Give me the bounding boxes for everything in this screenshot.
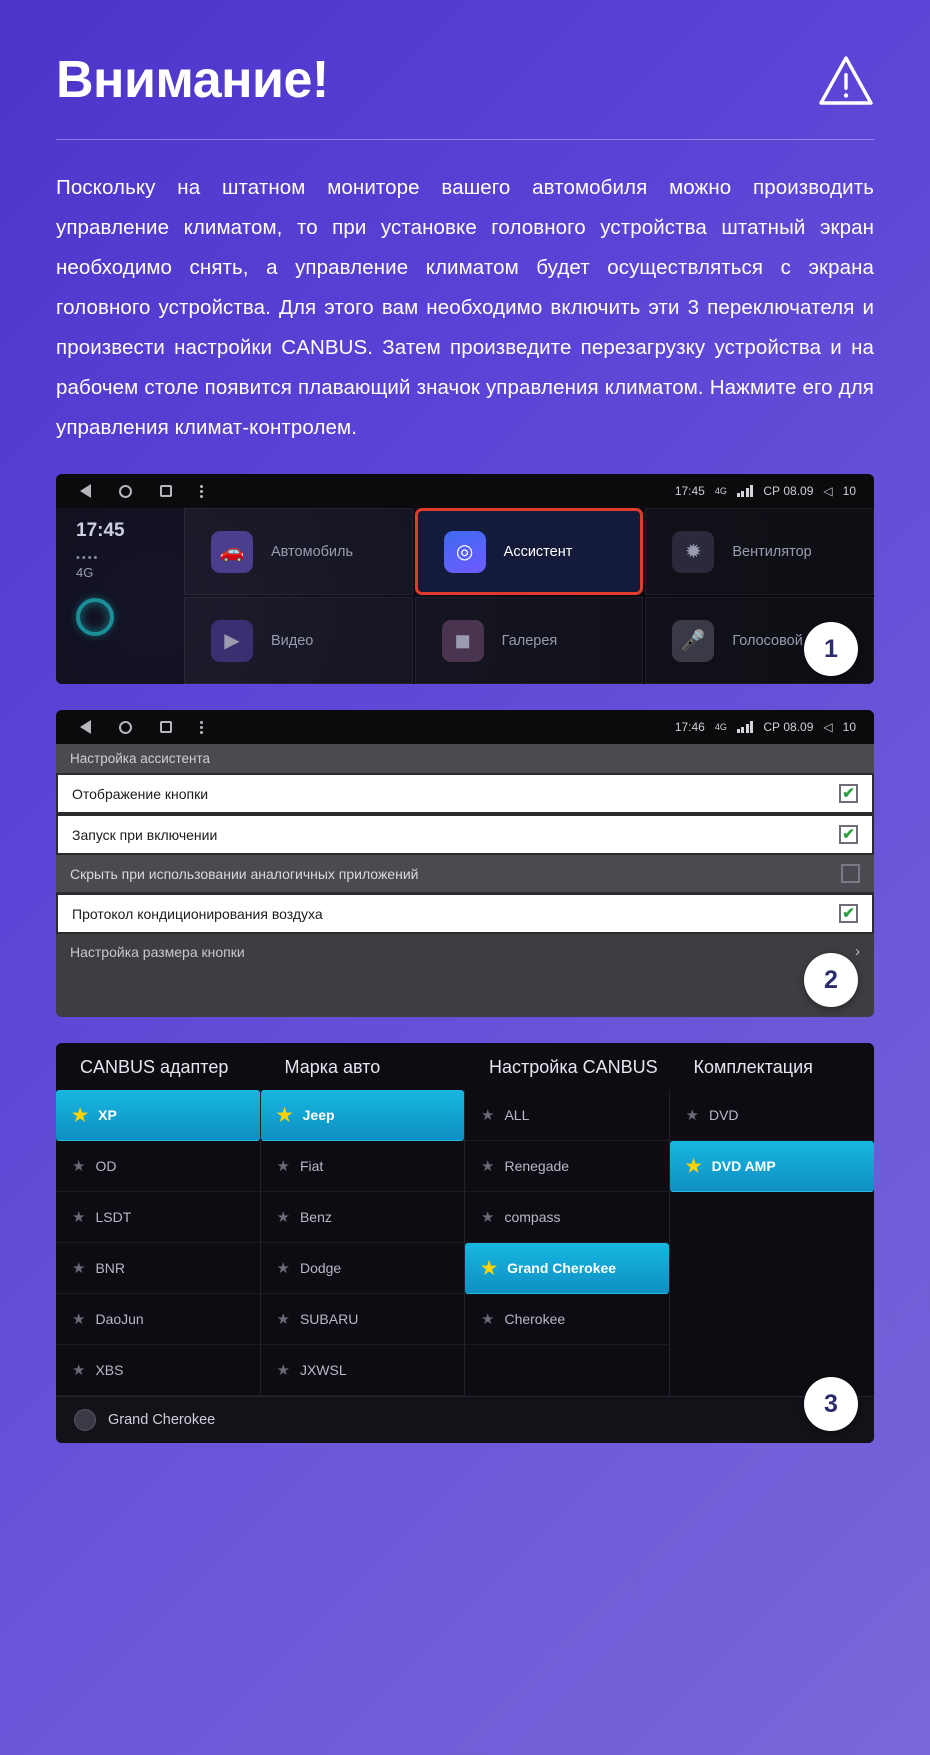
status-network: 4G xyxy=(714,722,727,733)
list-item-label: Cherokee xyxy=(504,1311,566,1328)
star-icon: ★ xyxy=(72,1260,86,1278)
setting-row-hide-similar-apps[interactable] xyxy=(56,855,874,893)
list-item[interactable] xyxy=(261,1345,465,1396)
app-tile-label: Видео xyxy=(271,632,314,649)
star-icon: ★ xyxy=(481,1311,495,1329)
list-item[interactable] xyxy=(465,1141,669,1192)
screenshot-3 xyxy=(56,1043,874,1443)
list-item-label: DaoJun xyxy=(95,1311,144,1328)
list-item-label: LSDT xyxy=(95,1209,132,1226)
setting-row-start-on-boot[interactable] xyxy=(56,814,874,855)
recents-icon[interactable] xyxy=(160,485,172,497)
volume-icon: ◁ xyxy=(823,720,833,735)
setting-row-ac-protocol[interactable] xyxy=(56,893,874,934)
setting-label: Настройка размера кнопки xyxy=(70,943,245,960)
assistant-icon: ◎ xyxy=(444,531,486,573)
checkbox-checked-icon[interactable]: ✔ xyxy=(839,904,858,923)
star-icon: ★ xyxy=(276,1209,290,1227)
status-time: 17:45 xyxy=(674,484,705,499)
instruction-paragraph: Поскольку на штатном мониторе вашего автомобиля можно производить управление климатом, то при установке головного устройства штатный экран необходимо снять, а управление климатом будет осуществляться с экрана головного устройства. Для этого вам необходимо включить эти 3 переключателя и произвести настройки CANBUS. Затем произведите перезагрузку устройства и на рабочем столе появится плавающий значок управления климатом. Нажмите его для управления климат-контролем. xyxy=(56,176,874,440)
column-header-adapter: CANBUS адаптер xyxy=(80,1057,229,1078)
list-item[interactable] xyxy=(261,1141,465,1192)
settings-section-title: Настройка ассистента xyxy=(56,744,874,773)
setting-row-button-size[interactable] xyxy=(56,934,874,969)
app-tile-gallery[interactable] xyxy=(415,597,644,684)
widget-time: 17:45 xyxy=(76,520,125,542)
setting-label: Отображение кнопки xyxy=(72,785,209,802)
list-item[interactable] xyxy=(56,1090,260,1141)
canbus-column-trim xyxy=(670,1090,875,1396)
car-badge-icon xyxy=(74,1409,96,1431)
widget-network: 4G xyxy=(76,565,94,581)
app-tile-grid xyxy=(184,508,874,684)
screenshot-1 xyxy=(56,474,874,684)
star-icon: ★ xyxy=(276,1104,293,1125)
step-badge-3: 3 xyxy=(804,1377,858,1431)
status-bar-1 xyxy=(56,474,874,508)
list-item-label: compass xyxy=(504,1209,561,1226)
app-tile-label: Вентилятор xyxy=(732,543,812,560)
star-icon: ★ xyxy=(481,1107,495,1125)
microphone-icon: 🎤 xyxy=(672,620,714,662)
app-tile-car[interactable] xyxy=(184,508,413,595)
list-item[interactable] xyxy=(465,1090,669,1141)
canbus-columns xyxy=(56,1090,874,1396)
list-item[interactable] xyxy=(261,1090,465,1141)
list-item[interactable] xyxy=(670,1141,875,1192)
home-icon[interactable] xyxy=(119,721,132,734)
status-date: СР 08.09 xyxy=(763,484,814,499)
status-network: 4G xyxy=(714,486,727,497)
warning-triangle-icon xyxy=(818,53,874,109)
star-icon: ★ xyxy=(72,1362,86,1380)
list-item-label: Grand Cherokee xyxy=(507,1260,617,1277)
fan-icon: ✹ xyxy=(672,531,714,573)
screenshot-2 xyxy=(56,710,874,1017)
app-tile-assistant[interactable] xyxy=(415,508,644,595)
header-divider xyxy=(56,139,874,140)
column-header-brand: Марка авто xyxy=(284,1057,381,1078)
status-bar-2 xyxy=(56,710,874,744)
star-icon: ★ xyxy=(481,1257,498,1278)
app-tile-label: Ассистент xyxy=(503,543,573,560)
star-icon: ★ xyxy=(481,1158,495,1176)
list-item-label: Benz xyxy=(299,1209,332,1226)
list-item[interactable] xyxy=(56,1294,260,1345)
list-item[interactable] xyxy=(261,1294,465,1345)
setting-label: Запуск при включении xyxy=(72,826,218,843)
list-item-label: Renegade xyxy=(504,1158,570,1175)
back-icon[interactable] xyxy=(80,484,91,498)
star-icon: ★ xyxy=(685,1155,702,1176)
header xyxy=(56,52,874,109)
list-item[interactable] xyxy=(465,1243,669,1294)
back-icon[interactable] xyxy=(80,720,91,734)
home-icon[interactable] xyxy=(119,485,132,498)
status-date: СР 08.09 xyxy=(763,720,814,735)
assistant-orb-icon[interactable] xyxy=(76,598,114,636)
list-item-label: JXWSL xyxy=(299,1362,347,1379)
star-icon: ★ xyxy=(72,1104,89,1125)
list-item-label: BNR xyxy=(95,1260,126,1277)
canbus-footer-label: Grand Cherokee xyxy=(108,1412,216,1429)
column-header-canbus-setting: Настройка CANBUS xyxy=(489,1057,658,1078)
list-item-label: Fiat xyxy=(299,1158,324,1175)
canbus-column-headers xyxy=(56,1043,874,1090)
star-icon: ★ xyxy=(481,1209,495,1227)
star-icon: ★ xyxy=(276,1362,290,1380)
chevron-right-icon: › xyxy=(855,943,860,961)
app-tile-fan[interactable] xyxy=(645,508,874,595)
app-tile-label: Галерея xyxy=(501,632,558,649)
checkbox-checked-icon[interactable]: ✔ xyxy=(839,784,858,803)
volume-icon: ◁ xyxy=(823,484,833,499)
status-time: 17:46 xyxy=(674,720,705,735)
canbus-footer xyxy=(56,1396,874,1443)
status-volume: 10 xyxy=(842,720,856,735)
more-icon[interactable] xyxy=(200,485,203,498)
list-item-label: Jeep xyxy=(302,1107,335,1124)
star-icon: ★ xyxy=(72,1209,86,1227)
more-icon[interactable] xyxy=(200,721,203,734)
clock-widget xyxy=(56,508,184,684)
signal-icon xyxy=(737,485,754,497)
setting-label: Скрыть при использовании аналогичных приложений xyxy=(70,865,419,882)
gallery-icon: ◼ xyxy=(442,620,484,662)
list-item[interactable] xyxy=(56,1192,260,1243)
list-item-label: OD xyxy=(95,1158,117,1175)
page-title: Внимание! xyxy=(56,51,329,109)
star-icon: ★ xyxy=(276,1260,290,1278)
list-item-label: SUBARU xyxy=(299,1311,359,1328)
launcher-area xyxy=(56,508,874,684)
car-icon: 🚗 xyxy=(211,531,253,573)
list-item-label: DVD AMP xyxy=(711,1158,776,1175)
list-item[interactable] xyxy=(465,1192,669,1243)
widget-signal: •••• xyxy=(76,552,100,565)
star-icon: ★ xyxy=(72,1158,86,1176)
list-item[interactable] xyxy=(56,1345,260,1396)
list-item-label: XBS xyxy=(95,1362,124,1379)
video-icon: ▶ xyxy=(211,620,253,662)
settings-empty-space xyxy=(56,969,874,1017)
canbus-column-brand xyxy=(261,1090,466,1396)
signal-icon xyxy=(737,721,754,733)
list-item[interactable] xyxy=(261,1192,465,1243)
recents-icon[interactable] xyxy=(160,721,172,733)
app-tile-video[interactable] xyxy=(184,597,413,684)
star-icon: ★ xyxy=(685,1107,699,1125)
list-item[interactable] xyxy=(465,1294,669,1345)
checkbox-checked-icon[interactable]: ✔ xyxy=(839,825,858,844)
list-item-label: XP xyxy=(98,1107,117,1124)
app-tile-label: Голосовой xyxy=(732,632,803,649)
list-item-label: ALL xyxy=(504,1107,530,1124)
setting-row-button-display[interactable] xyxy=(56,773,874,814)
list-item[interactable] xyxy=(670,1090,875,1141)
app-tile-label: Автомобиль xyxy=(271,543,354,560)
star-icon: ★ xyxy=(276,1311,290,1329)
list-item[interactable] xyxy=(261,1243,465,1294)
star-icon: ★ xyxy=(72,1311,86,1329)
star-icon: ★ xyxy=(276,1158,290,1176)
column-header-trim: Комплектация xyxy=(693,1057,813,1078)
status-volume: 10 xyxy=(842,484,856,499)
canbus-column-adapter xyxy=(56,1090,261,1396)
checkbox-unchecked-icon[interactable] xyxy=(841,864,860,883)
list-item-label: DVD xyxy=(708,1107,739,1124)
list-item[interactable] xyxy=(56,1243,260,1294)
step-badge-1: 1 xyxy=(804,622,858,676)
list-item[interactable] xyxy=(56,1141,260,1192)
setting-label: Протокол кондиционирования воздуха xyxy=(72,905,323,922)
canbus-column-model xyxy=(465,1090,670,1396)
list-item-label: Dodge xyxy=(299,1260,342,1277)
step-badge-2: 2 xyxy=(804,953,858,1007)
